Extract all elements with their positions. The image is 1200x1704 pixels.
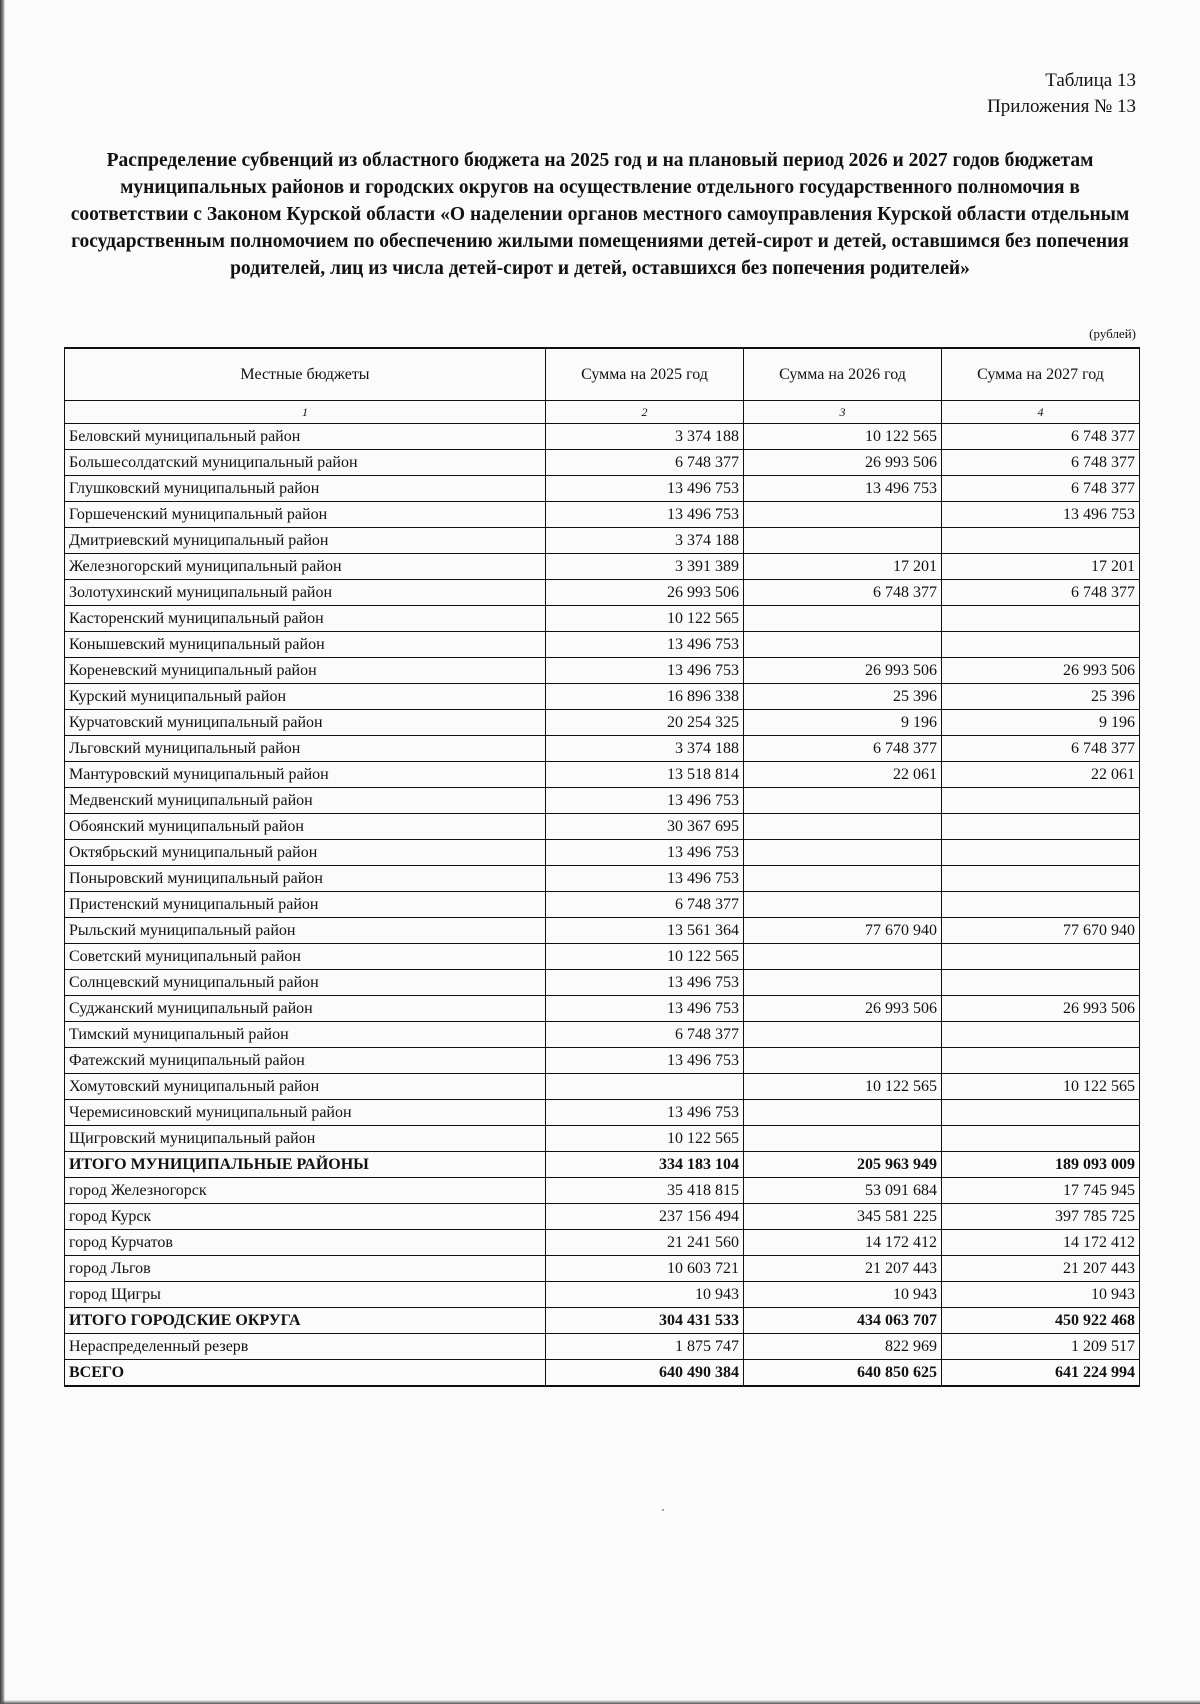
sum-2027-cell: 6 748 377 [942, 450, 1140, 476]
budget-name-cell: Золотухинский муниципальный район [65, 580, 546, 606]
sum-2026-cell: 14 172 412 [744, 1230, 942, 1256]
sum-2027-cell: 10 943 [942, 1282, 1140, 1308]
budget-name-cell: ВСЕГО [65, 1360, 546, 1387]
table-row [65, 814, 1140, 840]
sum-2026-cell: 13 496 753 [744, 476, 942, 502]
table-body [65, 401, 1140, 1387]
table-row [65, 1230, 1140, 1256]
table-row [65, 1048, 1140, 1074]
sum-2027-cell: 77 670 940 [942, 918, 1140, 944]
table-row [65, 1334, 1140, 1360]
sum-2025-cell: 13 518 814 [546, 762, 744, 788]
table-row [65, 580, 1140, 606]
sum-2027-cell: 450 922 468 [942, 1308, 1140, 1334]
sum-2026-cell: 22 061 [744, 762, 942, 788]
sum-2026-cell: 205 963 949 [744, 1152, 942, 1178]
column-number-row [65, 401, 1140, 424]
table-row [65, 1178, 1140, 1204]
sum-2027-cell [942, 788, 1140, 814]
sum-2025-cell: 3 391 389 [546, 554, 744, 580]
table-row [65, 918, 1140, 944]
sum-2026-cell: 10 943 [744, 1282, 942, 1308]
sum-2027-cell: 6 748 377 [942, 476, 1140, 502]
sum-2025-cell: 10 603 721 [546, 1256, 744, 1282]
sum-2026-cell: 6 748 377 [744, 580, 942, 606]
budget-name-cell: Льговский муниципальный район [65, 736, 546, 762]
sum-2027-cell [942, 1100, 1140, 1126]
budget-name-cell: Рыльский муниципальный район [65, 918, 546, 944]
budget-name-cell: город Железногорск [65, 1178, 546, 1204]
sum-2027-cell [942, 528, 1140, 554]
sum-2026-cell: 17 201 [744, 554, 942, 580]
sum-2026-cell: 10 122 565 [744, 424, 942, 450]
sum-2025-cell: 13 496 753 [546, 866, 744, 892]
sum-2027-cell: 17 201 [942, 554, 1140, 580]
table-row [65, 944, 1140, 970]
sum-2025-cell: 13 496 753 [546, 658, 744, 684]
budget-name-cell: Черемисиновский муниципальный район [65, 1100, 546, 1126]
table-row [65, 606, 1140, 632]
sum-2025-cell: 6 748 377 [546, 1022, 744, 1048]
budget-name-cell: Пристенский муниципальный район [65, 892, 546, 918]
sum-2026-cell: 434 063 707 [744, 1308, 942, 1334]
table-row [65, 502, 1140, 528]
sum-2025-cell: 30 367 695 [546, 814, 744, 840]
table-row [65, 1100, 1140, 1126]
budget-name-cell: город Курск [65, 1204, 546, 1230]
document-title: Распределение субвенций из областного бюджета на 2025 год и на плановый период 2026 и 2027 годов бюджетам муниципальных районов и городских округов на осуществление отдельного государственного полномочия в соответствии с Законом Курской области «О наделении органов местного самоуправления Курской области отдельным государственным полномочием по обеспечению жилыми помещениями детей-сирот и детей, оставшимся без попечения родителей, лиц из числа детей-сирот и детей, оставшихся без попечения родителей» [70, 150, 1130, 279]
sum-2026-cell: 53 091 684 [744, 1178, 942, 1204]
scan-edge-left [0, 0, 5, 1704]
document-corner-label [987, 68, 1136, 120]
budget-name-cell: Советский муниципальный район [65, 944, 546, 970]
budget-name-cell: Тимский муниципальный район [65, 1022, 546, 1048]
table-header-row [65, 348, 1140, 401]
sum-2025-cell: 13 561 364 [546, 918, 744, 944]
sum-2027-cell: 641 224 994 [942, 1360, 1140, 1387]
sum-2025-cell: 16 896 338 [546, 684, 744, 710]
table-row [65, 554, 1140, 580]
table-label: Таблица 13 [1045, 70, 1136, 91]
budget-name-cell: Беловский муниципальный район [65, 424, 546, 450]
column-number: 1 [65, 401, 546, 424]
sum-2025-cell [546, 1074, 744, 1100]
sum-2027-cell: 397 785 725 [942, 1204, 1140, 1230]
budget-name-cell: Большесолдатский муниципальный район [65, 450, 546, 476]
sum-2025-cell: 13 496 753 [546, 970, 744, 996]
sum-2026-cell [744, 1126, 942, 1152]
sum-2025-cell: 304 431 533 [546, 1308, 744, 1334]
budget-name-cell: Хомутовский муниципальный район [65, 1074, 546, 1100]
sum-2027-cell: 21 207 443 [942, 1256, 1140, 1282]
sum-2027-cell: 26 993 506 [942, 658, 1140, 684]
sum-2026-cell: 21 207 443 [744, 1256, 942, 1282]
sum-2026-cell [744, 866, 942, 892]
subsidy-table [64, 347, 1140, 1387]
budget-name-cell: ИТОГО ГОРОДСКИЕ ОКРУГА [65, 1308, 546, 1334]
sum-2025-cell: 13 496 753 [546, 476, 744, 502]
sum-2026-cell [744, 606, 942, 632]
sum-2026-cell [744, 788, 942, 814]
budget-name-cell: город Щигры [65, 1282, 546, 1308]
table-row [65, 684, 1140, 710]
sum-2025-cell: 13 496 753 [546, 632, 744, 658]
sum-2025-cell: 3 374 188 [546, 736, 744, 762]
sum-2027-cell [942, 632, 1140, 658]
sum-2026-cell: 640 850 625 [744, 1360, 942, 1387]
table-row [65, 1126, 1140, 1152]
sum-2025-cell: 10 122 565 [546, 1126, 744, 1152]
sum-2027-cell [942, 1048, 1140, 1074]
table-row [65, 476, 1140, 502]
table-row [65, 632, 1140, 658]
header-sum-2026: Сумма на 2026 год [744, 348, 942, 401]
total-row [65, 1308, 1140, 1334]
sum-2026-cell [744, 814, 942, 840]
scan-speck [662, 1509, 664, 1511]
table-row [65, 1022, 1140, 1048]
sum-2027-cell: 6 748 377 [942, 736, 1140, 762]
budget-name-cell: Солнцевский муниципальный район [65, 970, 546, 996]
budget-name-cell: Обоянский муниципальный район [65, 814, 546, 840]
budget-name-cell: Поныровский муниципальный район [65, 866, 546, 892]
table-row [65, 788, 1140, 814]
sum-2027-cell [942, 970, 1140, 996]
sum-2025-cell: 13 496 753 [546, 1048, 744, 1074]
sum-2026-cell: 25 396 [744, 684, 942, 710]
budget-name-cell: Дмитриевский муниципальный район [65, 528, 546, 554]
sum-2026-cell [744, 970, 942, 996]
table-row [65, 996, 1140, 1022]
header-sum-2025: Сумма на 2025 год [546, 348, 744, 401]
sum-2026-cell [744, 1048, 942, 1074]
table-row [65, 840, 1140, 866]
sum-2025-cell: 3 374 188 [546, 528, 744, 554]
budget-name-cell: ИТОГО МУНИЦИПАЛЬНЫЕ РАЙОНЫ [65, 1152, 546, 1178]
sum-2025-cell: 26 993 506 [546, 580, 744, 606]
sum-2027-cell: 189 093 009 [942, 1152, 1140, 1178]
sum-2026-cell [744, 1100, 942, 1126]
sum-2027-cell: 22 061 [942, 762, 1140, 788]
sum-2025-cell: 21 241 560 [546, 1230, 744, 1256]
sum-2026-cell: 26 993 506 [744, 658, 942, 684]
sum-2025-cell: 334 183 104 [546, 1152, 744, 1178]
budget-name-cell: Фатежский муниципальный район [65, 1048, 546, 1074]
sum-2025-cell: 10 943 [546, 1282, 744, 1308]
table-row [65, 1256, 1140, 1282]
units-label: (рублей) [1089, 326, 1136, 341]
sum-2027-cell: 26 993 506 [942, 996, 1140, 1022]
sum-2025-cell: 3 374 188 [546, 424, 744, 450]
sum-2026-cell: 26 993 506 [744, 996, 942, 1022]
sum-2025-cell: 13 496 753 [546, 502, 744, 528]
table-row [65, 710, 1140, 736]
sum-2027-cell [942, 1022, 1140, 1048]
column-number: 3 [744, 401, 942, 424]
appendix-label: Приложения № 13 [987, 96, 1136, 117]
sum-2027-cell [942, 814, 1140, 840]
sum-2025-cell: 35 418 815 [546, 1178, 744, 1204]
budget-name-cell: Глушковский муниципальный район [65, 476, 546, 502]
sum-2027-cell [942, 606, 1140, 632]
table-row [65, 450, 1140, 476]
sum-2027-cell: 10 122 565 [942, 1074, 1140, 1100]
sum-2025-cell: 1 875 747 [546, 1334, 744, 1360]
budget-name-cell: город Льгов [65, 1256, 546, 1282]
budget-name-cell: Касторенский муниципальный район [65, 606, 546, 632]
table-row [65, 970, 1140, 996]
sum-2027-cell: 6 748 377 [942, 580, 1140, 606]
sum-2026-cell: 10 122 565 [744, 1074, 942, 1100]
header-local-budgets: Местные бюджеты [65, 348, 546, 401]
budget-name-cell: Мантуровский муниципальный район [65, 762, 546, 788]
sum-2025-cell: 6 748 377 [546, 450, 744, 476]
sum-2027-cell: 14 172 412 [942, 1230, 1140, 1256]
column-number: 2 [546, 401, 744, 424]
budget-name-cell: Щигровский муниципальный район [65, 1126, 546, 1152]
table-row [65, 1282, 1140, 1308]
sum-2025-cell: 13 496 753 [546, 788, 744, 814]
sum-2027-cell: 13 496 753 [942, 502, 1140, 528]
budget-name-cell: Горшеченский муниципальный район [65, 502, 546, 528]
sum-2026-cell: 77 670 940 [744, 918, 942, 944]
sum-2027-cell: 1 209 517 [942, 1334, 1140, 1360]
sum-2026-cell [744, 892, 942, 918]
scan-edge-bottom [0, 1700, 1200, 1704]
table-row [65, 528, 1140, 554]
sum-2025-cell: 13 496 753 [546, 840, 744, 866]
sum-2025-cell: 10 122 565 [546, 606, 744, 632]
total-row [65, 1152, 1140, 1178]
budget-name-cell: Кореневский муниципальный район [65, 658, 546, 684]
sum-2025-cell: 640 490 384 [546, 1360, 744, 1387]
sum-2027-cell: 6 748 377 [942, 424, 1140, 450]
budget-name-cell: Суджанский муниципальный район [65, 996, 546, 1022]
sum-2025-cell: 13 496 753 [546, 996, 744, 1022]
sum-2027-cell [942, 944, 1140, 970]
total-row [65, 1360, 1140, 1387]
sum-2026-cell [744, 1022, 942, 1048]
sum-2025-cell: 237 156 494 [546, 1204, 744, 1230]
sum-2026-cell [744, 528, 942, 554]
sum-2026-cell [744, 944, 942, 970]
sum-2026-cell [744, 502, 942, 528]
budget-name-cell: Железногорский муниципальный район [65, 554, 546, 580]
budget-name-cell: город Курчатов [65, 1230, 546, 1256]
sum-2025-cell: 13 496 753 [546, 1100, 744, 1126]
sum-2027-cell: 25 396 [942, 684, 1140, 710]
budget-name-cell: Нераспределенный резерв [65, 1334, 546, 1360]
sum-2026-cell [744, 840, 942, 866]
table-row [65, 762, 1140, 788]
table-row [65, 424, 1140, 450]
sum-2025-cell: 20 254 325 [546, 710, 744, 736]
sum-2026-cell: 6 748 377 [744, 736, 942, 762]
sum-2026-cell [744, 632, 942, 658]
sum-2027-cell: 9 196 [942, 710, 1140, 736]
table-row [65, 658, 1140, 684]
column-number: 4 [942, 401, 1140, 424]
sum-2026-cell: 345 581 225 [744, 1204, 942, 1230]
sum-2026-cell: 26 993 506 [744, 450, 942, 476]
table-row [65, 736, 1140, 762]
sum-2026-cell: 822 969 [744, 1334, 942, 1360]
table-row [65, 1074, 1140, 1100]
sum-2027-cell [942, 866, 1140, 892]
sum-2027-cell [942, 1126, 1140, 1152]
table-row [65, 892, 1140, 918]
table-row [65, 866, 1140, 892]
budget-name-cell: Октябрьский муниципальный район [65, 840, 546, 866]
sum-2027-cell: 17 745 945 [942, 1178, 1140, 1204]
table-row [65, 1204, 1140, 1230]
sum-2026-cell: 9 196 [744, 710, 942, 736]
sum-2025-cell: 10 122 565 [546, 944, 744, 970]
sum-2027-cell [942, 892, 1140, 918]
budget-name-cell: Курский муниципальный район [65, 684, 546, 710]
budget-name-cell: Медвенский муниципальный район [65, 788, 546, 814]
header-sum-2027: Сумма на 2027 год [942, 348, 1140, 401]
sum-2025-cell: 6 748 377 [546, 892, 744, 918]
sum-2027-cell [942, 840, 1140, 866]
budget-name-cell: Курчатовский муниципальный район [65, 710, 546, 736]
budget-name-cell: Конышевский муниципальный район [65, 632, 546, 658]
